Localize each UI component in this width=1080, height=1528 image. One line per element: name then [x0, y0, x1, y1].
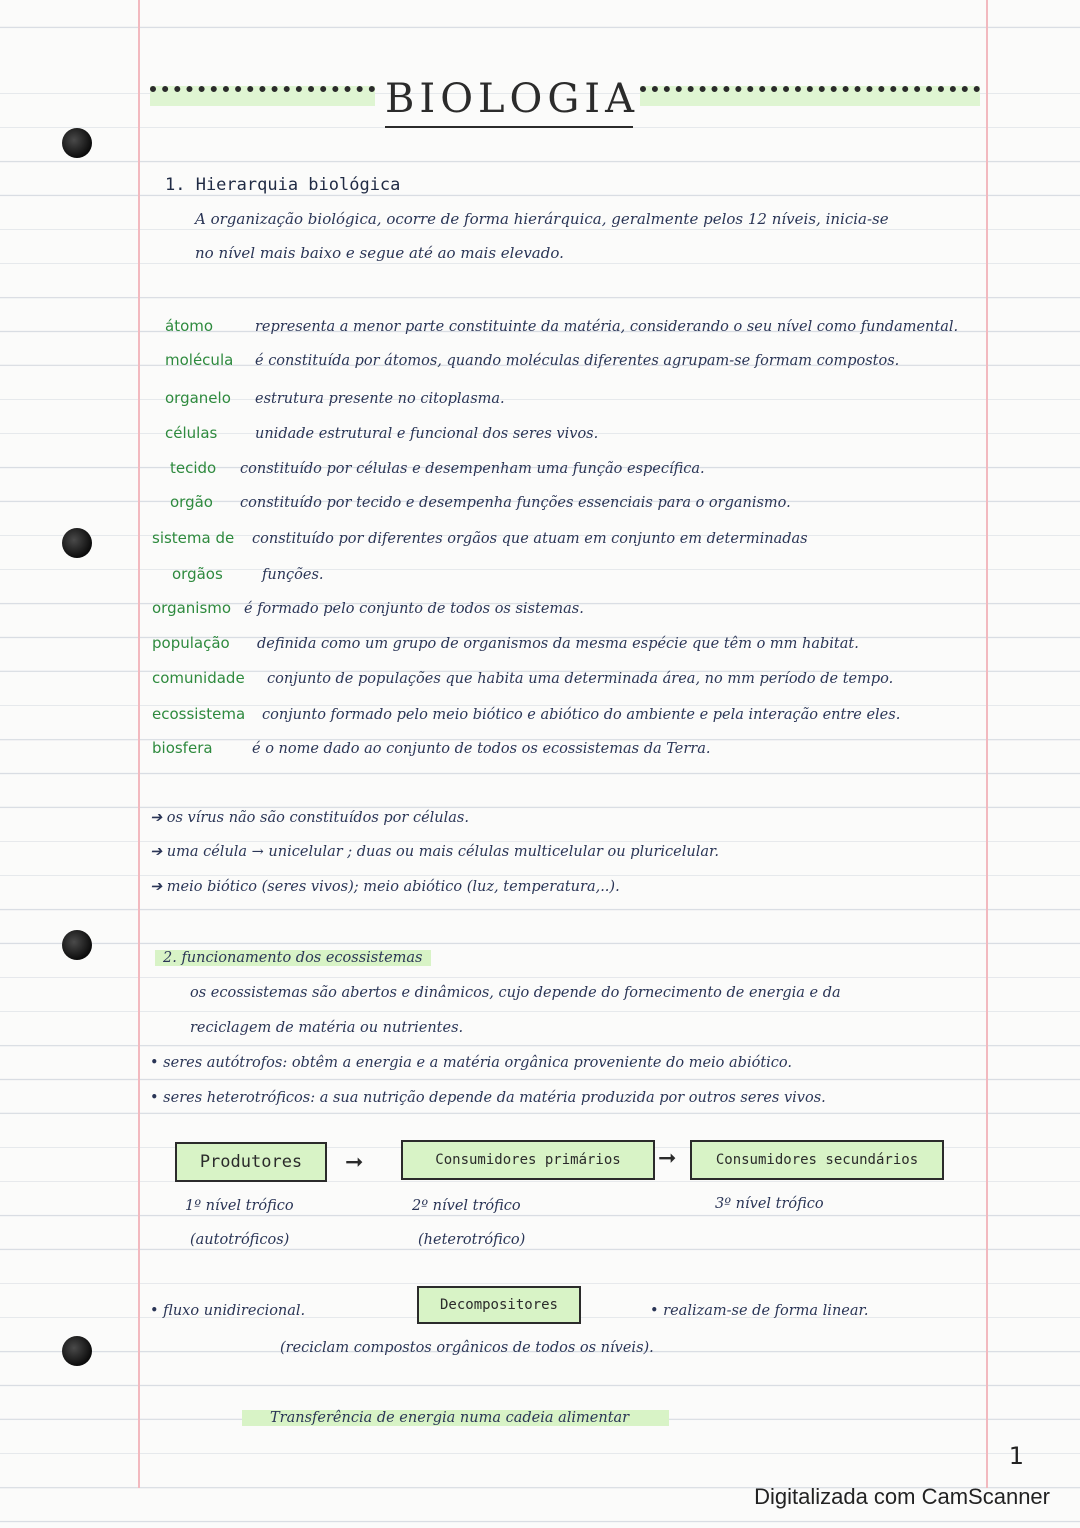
list-item: orgão constituído por tecido e desempenha funções essenciais para o organismo.	[170, 493, 791, 511]
scanner-watermark: Digitalizada com CamScanner	[754, 1484, 1050, 1509]
margin-line-right	[986, 0, 988, 1488]
list-item: organelo estrutura presente no citoplasma.	[165, 389, 505, 407]
section1-heading: 1. Hierarquia biológica	[165, 175, 401, 195]
arrow-icon: ➔	[150, 879, 167, 895]
list-item: organismo é formado pelo conjunto de todos os sistemas.	[152, 599, 584, 617]
primary-type: (heterotrófico)	[418, 1232, 526, 1248]
flow-note: • fluxo unidirecional.	[150, 1303, 306, 1319]
linear-note: • realizam-se de forma linear.	[650, 1303, 869, 1319]
list-item: átomo representa a menor parte constituinte da matéria, considerando o seu nível como fundamental.	[165, 317, 959, 335]
primary-consumers-box: Consumidores primários	[401, 1140, 655, 1180]
list-item: ecossistema conjunto formado pelo meio biótico e abiótico do ambiente e pela interação entre eles.	[152, 705, 901, 723]
section1-intro-line1: A organização biológica, ocorre de forma hierárquica, geralmente pelos 12 níveis, inicia-se	[195, 210, 889, 228]
list-item: biosfera é o nome dado ao conjunto de todos os ecossistemas da Terra.	[152, 739, 711, 757]
bullet-icon: •	[150, 1055, 164, 1071]
title-underline	[385, 126, 633, 128]
binder-hole	[62, 128, 92, 158]
list-item: população definida como um grupo de organismos da mesma espécie que têm o mm habitat.	[152, 634, 859, 652]
producers-level: 1º nível trófico	[185, 1198, 294, 1214]
primary-level: 2º nível trófico	[412, 1198, 521, 1214]
arrow-right-icon: ➞	[345, 1150, 364, 1175]
note-item: ➔ uma célula → unicelular ; duas ou mais células multicelular ou pluricelular.	[150, 844, 719, 860]
section1-intro-line2: no nível mais baixo e segue até ao mais elevado.	[195, 244, 564, 262]
section2-intro-line2: reciclagem de matéria ou nutrientes.	[190, 1020, 464, 1036]
bullet-icon: •	[150, 1303, 164, 1319]
list-item: células unidade estrutural e funcional dos seres vivos.	[165, 424, 599, 442]
bullet-heterotrophs: • seres heterotróficos: a sua nutrição depende da matéria produzida por outros seres vivos.	[150, 1090, 826, 1106]
energy-transfer-heading: Transferência de energia numa cadeia alimentar	[242, 1410, 669, 1426]
bullet-icon: •	[150, 1090, 164, 1106]
list-item: sistema de constituído por diferentes orgãos que atuam em conjunto em determinadas	[152, 529, 808, 547]
producers-box: Produtores	[175, 1142, 327, 1182]
bullet-autotrophs: • seres autótrofos: obtêm a energia e a matéria orgânica proveniente do meio abiótico.	[150, 1055, 792, 1071]
binder-hole	[62, 930, 92, 960]
margin-line-left	[138, 0, 140, 1488]
section2-intro-line1: os ecossistemas são abertos e dinâmicos, cujo depende do fornecimento de energia e da	[190, 985, 841, 1001]
list-item: molécula é constituída por átomos, quando moléculas diferentes agrupam-se formam compostos.	[165, 351, 900, 369]
page-number: 1	[1008, 1442, 1024, 1470]
note-item: ➔ meio biótico (seres vivos); meio abiótico (luz, temperatura,..).	[150, 879, 620, 895]
producers-type: (autotróficos)	[190, 1232, 290, 1248]
bullet-icon: •	[650, 1303, 664, 1319]
decomposers-box: Decompositores	[417, 1286, 581, 1324]
arrow-icon: ➔	[150, 844, 167, 860]
arrow-icon: ➔	[150, 810, 167, 826]
binder-hole	[62, 1336, 92, 1366]
secondary-consumers-box: Consumidores secundários	[690, 1140, 944, 1180]
decomposers-note: (reciclam compostos orgânicos de todos os níveis).	[280, 1340, 654, 1356]
secondary-level: 3º nível trófico	[715, 1196, 824, 1212]
binder-hole	[62, 528, 92, 558]
note-item: ➔ os vírus não são constituídos por células.	[150, 810, 469, 826]
list-item: orgãos funções.	[172, 565, 324, 583]
title-dots-left	[150, 86, 375, 106]
section2-heading: 2. funcionamento dos ecossistemas	[155, 950, 431, 966]
arrow-right-icon: ➞	[658, 1146, 677, 1171]
list-item: comunidade conjunto de populações que habita uma determinada área, no mm período de tempo.	[152, 669, 894, 687]
list-item: tecido constituído por células e desempenham uma função específica.	[170, 459, 705, 477]
page-title: BIOLOGIA	[385, 76, 639, 122]
title-dots-right	[640, 86, 980, 106]
